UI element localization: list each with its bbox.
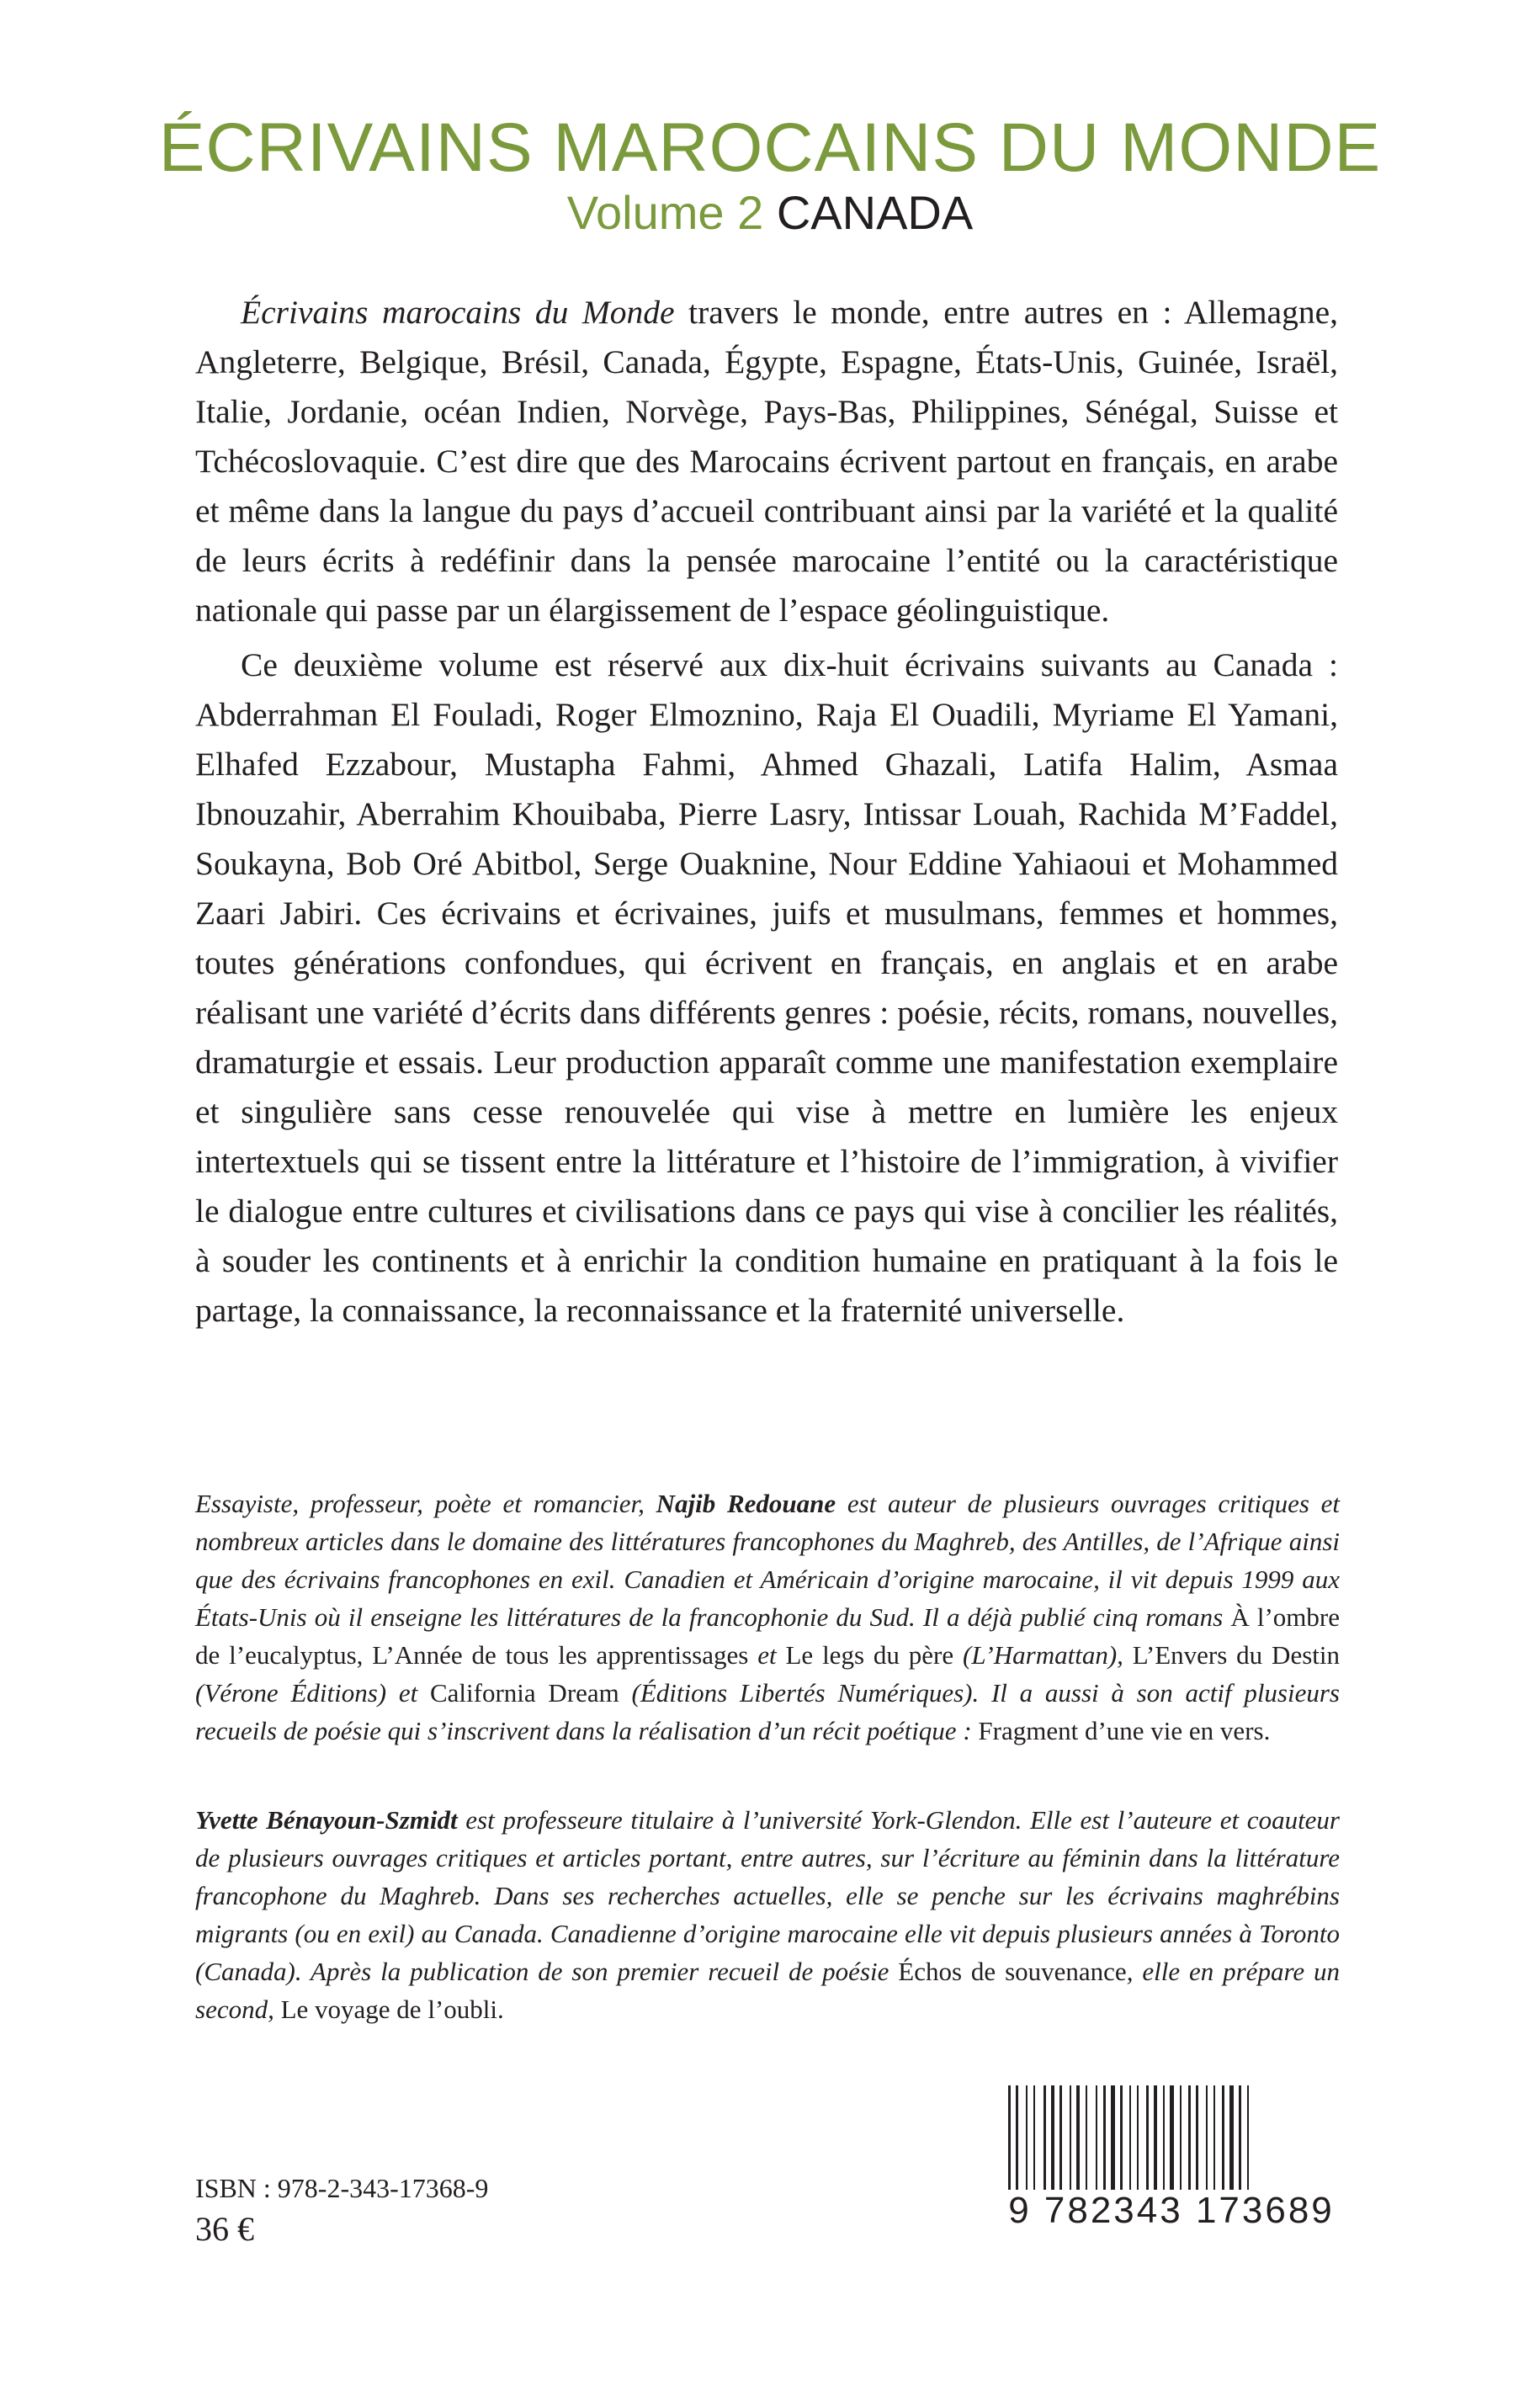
poetry-title-1: Échos de souvenance <box>898 1957 1127 1986</box>
book-subtitle <box>0 185 1540 241</box>
separator: , <box>356 1640 373 1670</box>
summary-text <box>195 288 1338 1341</box>
bio-text-2: , elle en prépare un second, <box>195 1957 1341 2024</box>
book-title-5: California Dream <box>430 1678 619 1708</box>
book-title-6: Fragment d’une vie en vers. <box>978 1716 1271 1745</box>
coauthor-name: Yvette Bénayoun-Szmidt <box>195 1805 458 1835</box>
bio-text: est auteur de plusieurs ouvrages critiques et nombreux articles dans le domaine des littératures francophones du Maghreb, des Antilles, de l’Afrique ainsi que des écrivains francophones en exil. Canadien et Américain d’origine marocaine, il vit depuis 1999 aux États-Unis où il enseigne les littératures de la francophonie du Sud. Il a déjà publié cinq romans <box>195 1489 1340 1632</box>
publisher-1: (L’Harmattan), <box>953 1640 1133 1670</box>
author-bio-redouane <box>195 1485 1340 1750</box>
poetry-title-2: Le voyage de l’oubli. <box>280 1995 504 2024</box>
book-title-1: À l’ombre de l’eucalyptus <box>195 1602 1340 1670</box>
country-label: CANADA <box>776 186 974 239</box>
bio-text: est professeure titulaire à l’université York-Glendon. Elle est l’auteure et coauteur de plusieurs ouvrages critiques et articles portant, entre autres, sur l’écriture au féminin dans la littérature francophone du Maghreb. Dans ses recherches actuelles, elle se penche sur les écrivains maghrébins migrants (ou en exil) au Canada. Canadienne d’origine marocaine elle vit depuis plusieurs années à Toronto (Canada). Après la publication de son premier recueil de poésie <box>195 1805 1340 1986</box>
barcode-number: 9 782343 173689 <box>1003 2190 1340 2232</box>
bio-intro: Essayiste, professeur, poète et romancier, <box>195 1489 656 1518</box>
series-title: Écrivains marocains du Monde <box>241 294 675 331</box>
book-title: ÉCRIVAINS MAROCAINS DU MONDE <box>158 109 1382 186</box>
isbn-label: ISBN : 978-2-343-17368-9 <box>195 2173 489 2203</box>
summary-paragraph-1 <box>195 288 1338 635</box>
price-label: 36 € <box>195 2210 254 2248</box>
author-bio-benayoun <box>195 1801 1340 2028</box>
book-title-3: Le legs du père <box>785 1640 954 1670</box>
book-title-4: L’Envers du Destin <box>1132 1640 1340 1670</box>
separator: et <box>748 1640 786 1670</box>
publisher-2: (Vérone Éditions) et <box>195 1678 430 1708</box>
book-title-2: L’Année de tous les apprentissages <box>372 1640 749 1670</box>
summary-paragraph-1-text: travers le monde, entre autres en : Allemagne, Angleterre, Belgique, Brésil, Canada, Égypte, Espagne, États-Unis, Guinée, Israël, Italie, Jordanie, océan Indien, Norvège, Pays-Bas, Philippines, Sénégal, Suisse et Tchécoslovaquie. C’est dire que des Marocains écrivent partout en français, en arabe et même dans la langue du pays d’accueil contribuant ainsi par la variété et la qualité de leurs écrits à redéfinir dans la pensée marocaine l’entité ou la caractéristique nationale qui passe par un élargissement de l’espace géolinguistique. <box>195 294 1338 629</box>
author-name: Najib Redouane <box>656 1489 836 1518</box>
summary-paragraph-2: Ce deuxième volume est réservé aux dix-huit écrivains suivants au Canada : Abderrahman El Fouladi, Roger Elmoznino, Raja El Ouadili, Myriame El Yamani, Elhafed Ezzabour, Mustapha Fahmi, Ahmed Ghazali, Latifa Halim, Asmaa Ibnouzahir, Aberrahim Khouibaba, Pierre Lasry, Intissar Louah, Rachida M’Faddel, Soukayna, Bob Oré Abitbol, Serge Ouaknine, Nour Eddine Yahiaoui et Mohammed Zaari Jabiri. Ces écrivains et écrivaines, juifs et musulmans, femmes et hommes, toutes générations confondues, qui écrivent en français, en anglais et en arabe réalisant une variété d’écrits dans différents genres : poésie, récits, romans, nouvelles, dramaturgie et essais. Leur production apparaît comme une manifestation exemplaire et singulière sans cesse renouvelée qui vise à mettre en lumière les enjeux intertextuels qui se tissent entre la littérature et l’histoire de l’immigration, à vivifier le dialogue entre cultures et civilisations dans ce pays qui vise à concilier les réalités, à souder les continents et à enrichir la condition humaine en pratiquant à la fois le partage, la connaissance, la reconnaissance et la fraternité universelle. <box>195 646 1338 1329</box>
volume-label: Volume 2 <box>566 186 764 239</box>
publisher-3: (Éditions Libertés Numériques). Il a aussi à son actif plusieurs recueils de poésie qui s’inscrivent dans la réalisation d’un récit poétique : <box>195 1678 1341 1745</box>
